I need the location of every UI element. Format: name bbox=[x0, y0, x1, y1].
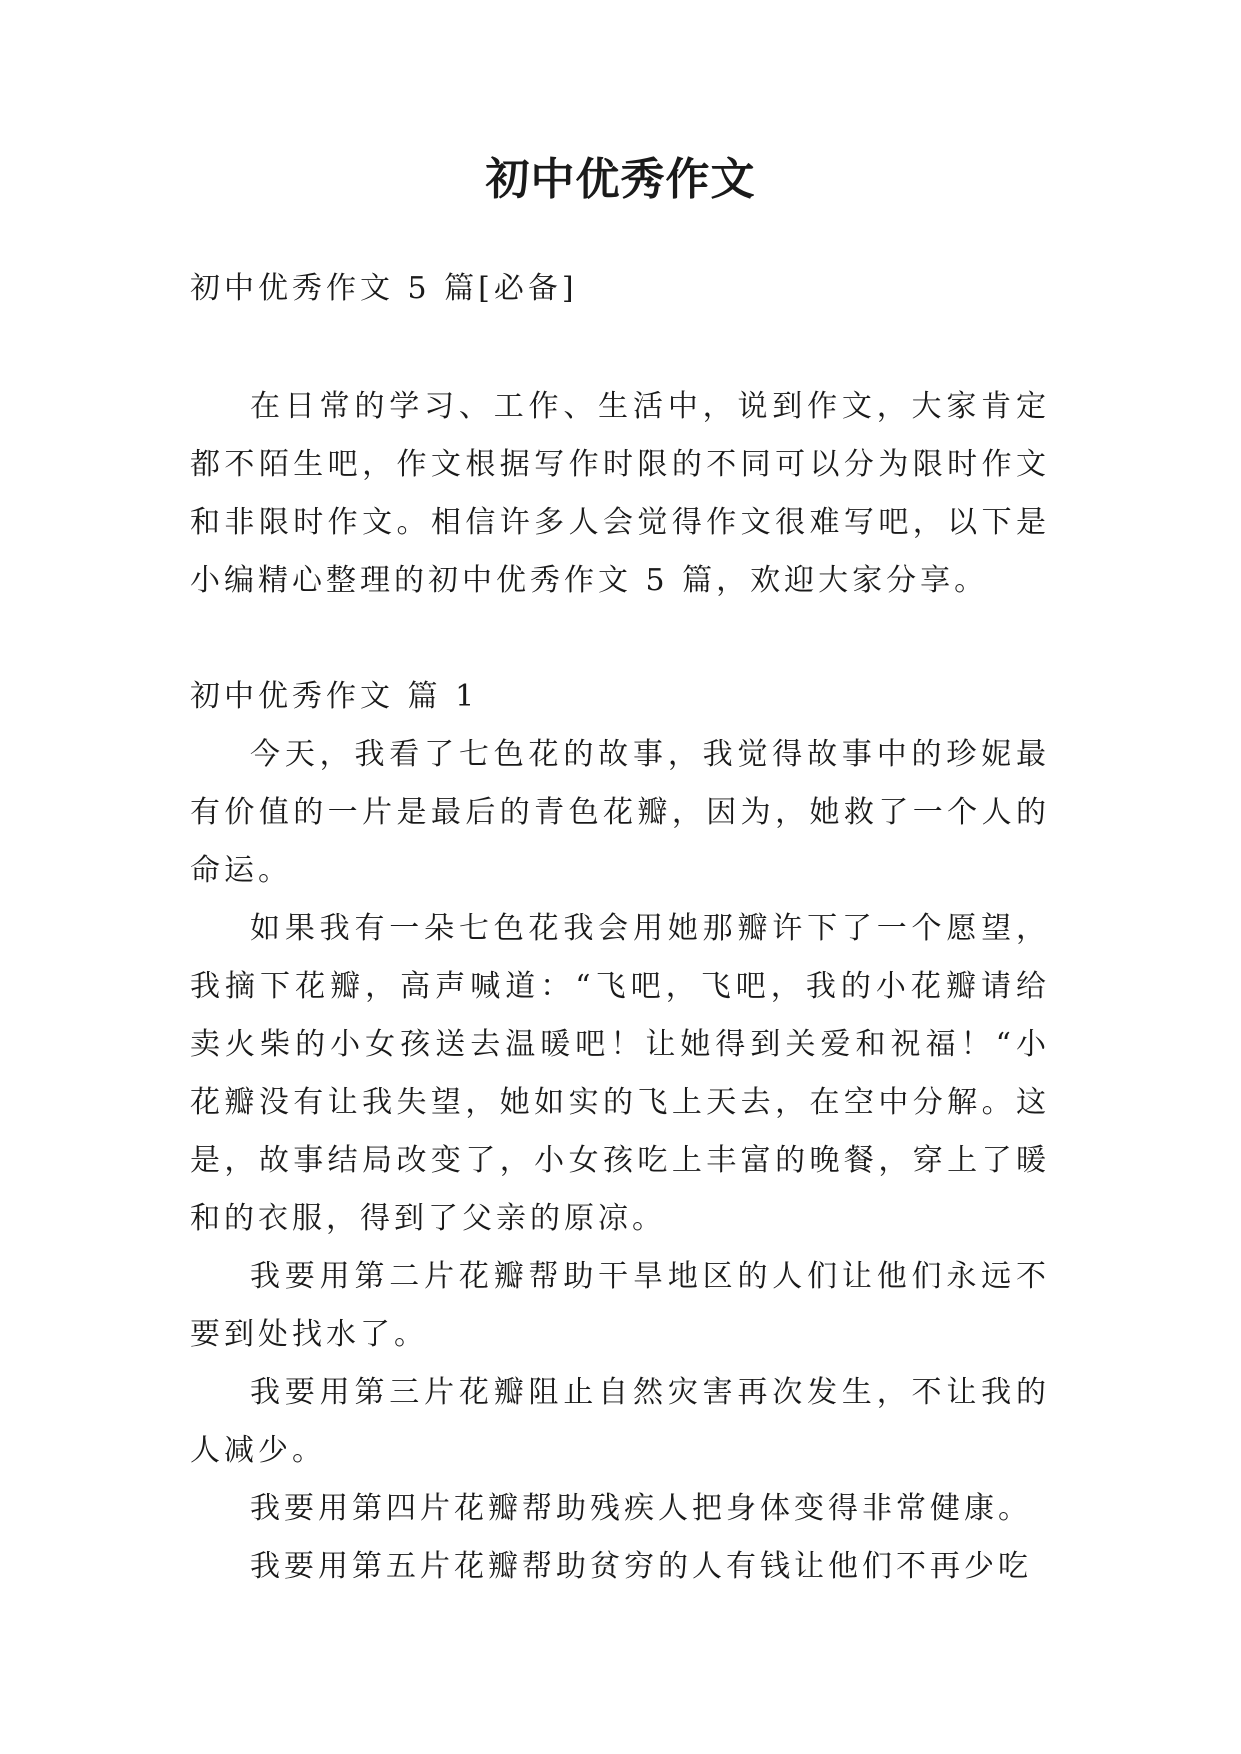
body-paragraph: 今天，我看了七色花的故事，我觉得故事中的珍妮最有价值的一片是最后的青色花瓣，因为，她救了一个人的命运。 bbox=[190, 737, 1050, 888]
intro-paragraph: 在日常的学习、工作、生活中，说到作文，大家肯定都不陌生吧，作文根据写作时限的不同可以分为限时作文和非限时作文。相信许多人会觉得作文很难写吧，以下是小编精心整理的初中优秀作文 5 篇，欢迎大家分享。 bbox=[190, 389, 1050, 598]
section-heading: 初中优秀作文 篇 1 bbox=[190, 679, 479, 714]
document-body bbox=[190, 260, 1050, 1596]
body-paragraph: 我要用第二片花瓣帮助干旱地区的人们让他们永远不要到处找水了。 bbox=[190, 1259, 1050, 1352]
body-paragraph: 如果我有一朵七色花我会用她那瓣许下了一个愿望，我摘下花瓣，高声喊道：“飞吧，飞吧，我的小花瓣请给卖火柴的小女孩送去温暖吧！让她得到关爱和祝福！“小花瓣没有让我失望，她如实的飞上天去，在空中分解。这是，故事结局改变了，小女孩吃上丰富的晚餐，穿上了暖和的衣服，得到了父亲的原凉。 bbox=[190, 911, 1050, 1236]
body-paragraph: 我要用第四片花瓣帮助残疾人把身体变得非常健康。 bbox=[250, 1491, 1032, 1526]
body-paragraph: 我要用第五片花瓣帮助贫穷的人有钱让他们不再少吃 bbox=[250, 1549, 1032, 1584]
spacer bbox=[190, 318, 1050, 378]
document-subtitle: 初中优秀作文 5 篇[必备] bbox=[190, 271, 578, 306]
body-paragraph: 我要用第三片花瓣阻止自然灾害再次发生，不让我的人减少。 bbox=[190, 1375, 1050, 1468]
spacer bbox=[190, 610, 1050, 668]
document-title: 初中优秀作文 bbox=[485, 154, 756, 205]
